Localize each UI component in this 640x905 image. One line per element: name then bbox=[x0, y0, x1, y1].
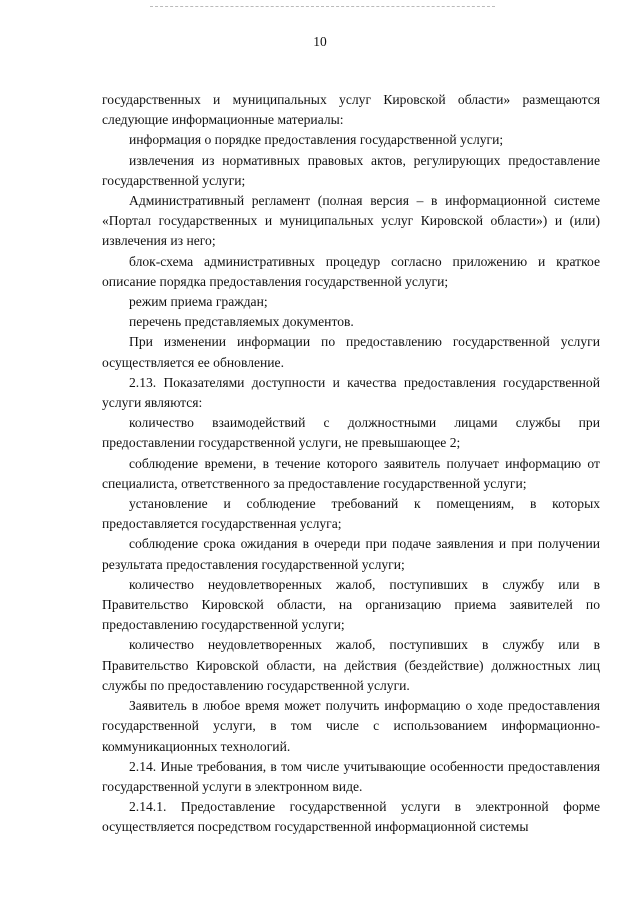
paragraph: соблюдение времени, в течение которого заявитель получает информацию от специалиста, ответственного за предоставление государственной услуги; bbox=[102, 455, 600, 491]
paragraph: режим приема граждан; bbox=[129, 294, 268, 310]
paragraph: количество неудовлетворенных жалоб, поступивших в службу или в Правительство Кировской области, на действия (бездействие) должностных лиц службы по предоставлению государственной услуги. bbox=[102, 637, 600, 693]
paragraph: количество взаимодействий с должностными лицами службы при предоставлении государственной услуги, не превышающее 2; bbox=[102, 415, 600, 451]
page-number: 10 bbox=[313, 34, 327, 49]
paragraph: Заявитель в любое время может получить информацию о ходе предоставления государственной услуги, в том числе с использованием информационно-коммуникационных технологий. bbox=[102, 698, 600, 754]
scan-edge-mark bbox=[150, 6, 495, 7]
document-body bbox=[102, 90, 600, 838]
paragraph: 2.13. Показателями доступности и качества предоставления государственной услуги являются: bbox=[102, 374, 600, 411]
paragraph: количество неудовлетворенных жалоб, поступивших в службу или в Правительство Кировской области, на организацию приема заявителей по предоставлению государственной услуги; bbox=[102, 576, 600, 633]
paragraph: блок-схема административных процедур согласно приложению и краткое описание порядка предоставления государственной услуги; bbox=[102, 253, 600, 289]
paragraph: Административный регламент (полная версия – в информационной системе «Портал государственных и муниципальных услуг Кировской области») и (или) извлечения из него; bbox=[102, 193, 600, 249]
paragraph: извлечения из нормативных правовых актов, регулирующих предоставление государственной услуги; bbox=[102, 152, 600, 188]
paragraph: При изменении информации по предоставлению государственной услуги осуществляется ее обновление. bbox=[102, 334, 600, 370]
paragraph: установление и соблюдение требований к помещениям, в которых предоставляется государственная услуга; bbox=[102, 496, 600, 532]
paragraph: соблюдение срока ожидания в очереди при подаче заявления и при получении результата предоставления государственной услуги; bbox=[102, 536, 600, 572]
paragraph: 2.14.1. Предоставление государственной услуги в электронной форме осуществляется посредством государственной информационной системы bbox=[102, 799, 600, 835]
paragraph: государственных и муниципальных услуг Кировской области» размещаются следующие информационные материалы: bbox=[102, 92, 600, 128]
paragraph: информация о порядке предоставления государственной услуги; bbox=[129, 132, 504, 148]
paragraph: 2.14. Иные требования, в том числе учитывающие особенности предоставления государственной услуги в электронном виде. bbox=[102, 758, 600, 794]
paragraph: перечень представляемых документов. bbox=[129, 314, 354, 330]
